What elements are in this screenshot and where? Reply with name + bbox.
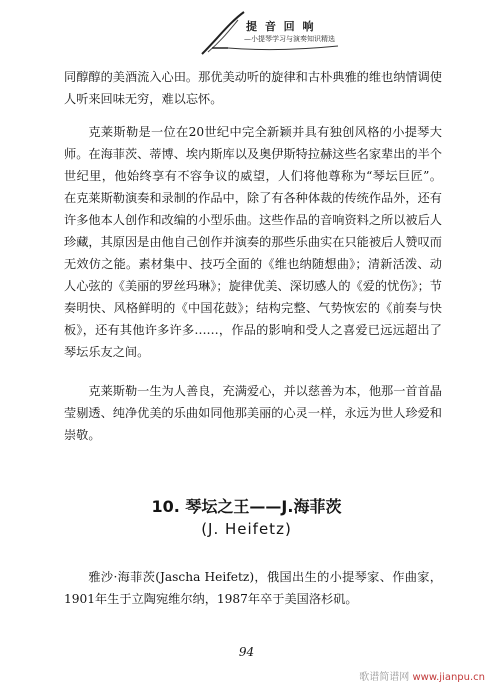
section-paragraph: 雅沙·海菲茨(Jascha Heifetz)，俄国出生的小提琴家、作曲家，1901年生于立陶宛维尔纳，1987年卒于美国洛杉矶。 (64, 570, 442, 606)
page-number: 94 (238, 645, 255, 659)
body-paragraph-3: 克莱斯勒一生为人善良，充满爱心，并以慈善为本，他那一首首晶莹剔透、纯净优美的乐曲如同他那美丽的心灵一样，永远为世人珍爱和崇敬。 (64, 384, 442, 442)
body-paragraph-1: 同醇醇的美酒流入心田。那优美动听的旋律和古朴典雅的维也纳情调使人听来回味无穷，难以忘怀。 (64, 70, 442, 106)
watermark (359, 668, 485, 683)
watermark-cn: 歌谱简谱网 (359, 672, 410, 683)
header-subtitle: —小提琴学习与演奏知识精选 (244, 35, 335, 43)
section-title: 10. 琴坛之王——J.海菲茨 (151, 497, 342, 516)
body-paragraph-2: 克莱斯勒是一位在20世纪中完全新颖并具有独创风格的小提琴大师。在海菲茨、蒂博、埃内斯库以及奥伊斯特拉赫这些名家辈出的半个世纪里，他始终享有不容争议的威望，人们将他尊称为“琴坛巨匠”。在克莱斯勒演奏和录制的作品中，除了有各种体裁的传统作品外，还有许多他本人创作和改编的小型乐曲。这些作品的音响资料之所以被后人珍藏，其原因是由他自己创作并演奏的那些乐曲实在只能被后人赞叹而无效仿之能。素材集中、技巧全面的《维也纳随想曲》；清新活泼、动人心弦的《美丽的罗丝玛琳》；旋律优美、深切感人的《爱的忧伤》；节奏明快、风格鲜明的《中国花鼓》；结构完整、气势恢宏的《前奏与快板》，还有其他许多许多……，作品的影响和受人之喜爱已远远超出了琴坛乐友之间。 (64, 125, 442, 359)
section-subtitle: (J. Heifetz) (201, 520, 292, 538)
header-title: 提 音 回 响 (246, 20, 316, 33)
watermark-en: www.jianpu.cn (412, 672, 485, 683)
